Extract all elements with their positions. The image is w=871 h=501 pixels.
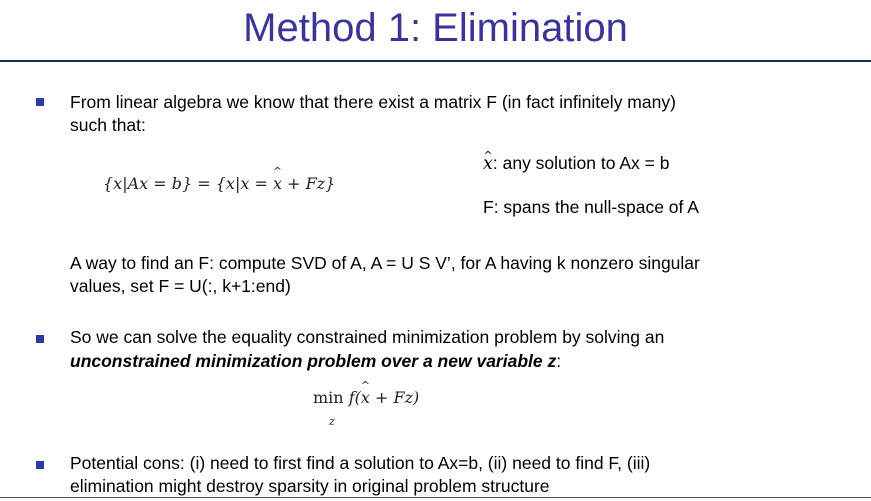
slide-title: Method 1: Elimination (243, 6, 628, 50)
set-equation-lhs: {x|Ax = b} = {x|x = (103, 174, 273, 193)
set-equation-rhs: + Fz} (281, 174, 336, 193)
xhat-annotation (483, 152, 669, 176)
bullet-3-line-2: elimination might destroy sparsity in original problem structure (70, 476, 550, 496)
min-subscript: z (329, 415, 335, 428)
svd-note-line-2: values, set F = U(:, k+1:end) (70, 276, 291, 296)
bullet-1-line-1: From linear algebra we know that there exist a matrix F (in fact infinitely many) (70, 92, 676, 112)
xhat-annotation-text: : any solution to Ax = b (492, 153, 670, 173)
bullet-2-emphasis: unconstrained minimization problem over a new variable z (70, 351, 557, 371)
bullet-marker-1 (36, 98, 44, 106)
bullet-1-line-2: such that: (70, 115, 146, 135)
bullet-3-line-1: Potential cons: (i) need to first find a solution to Ax=b, (ii) need to find F, (iii) (70, 453, 651, 473)
x-hat-symbol: ^ x (273, 174, 282, 193)
min-func-open: f( (348, 388, 361, 407)
bullet-2-line-1: So we can solve the equality constrained minimization problem by solving an (70, 327, 665, 347)
svd-note-line-1: A way to find an F: compute SVD of A, A = U S V’, for A having k nonzero singular (70, 253, 700, 273)
xhat-annotation-symbol: ^ x (483, 153, 493, 176)
bottom-divider (0, 497, 871, 498)
min-x-hat: ^ x (361, 388, 370, 407)
f-annotation: F: spans the null-space of A (483, 197, 699, 217)
title-divider (0, 60, 871, 62)
set-equation (103, 174, 335, 193)
bullet-2-suffix: : (556, 351, 562, 371)
bullet-marker-3 (36, 461, 44, 469)
bullet-2-line-2 (70, 350, 860, 373)
bullet-marker-2 (36, 335, 44, 343)
minimization-expression (313, 388, 419, 407)
min-operator: min (313, 388, 344, 407)
min-func-close: + Fz) (369, 388, 420, 407)
